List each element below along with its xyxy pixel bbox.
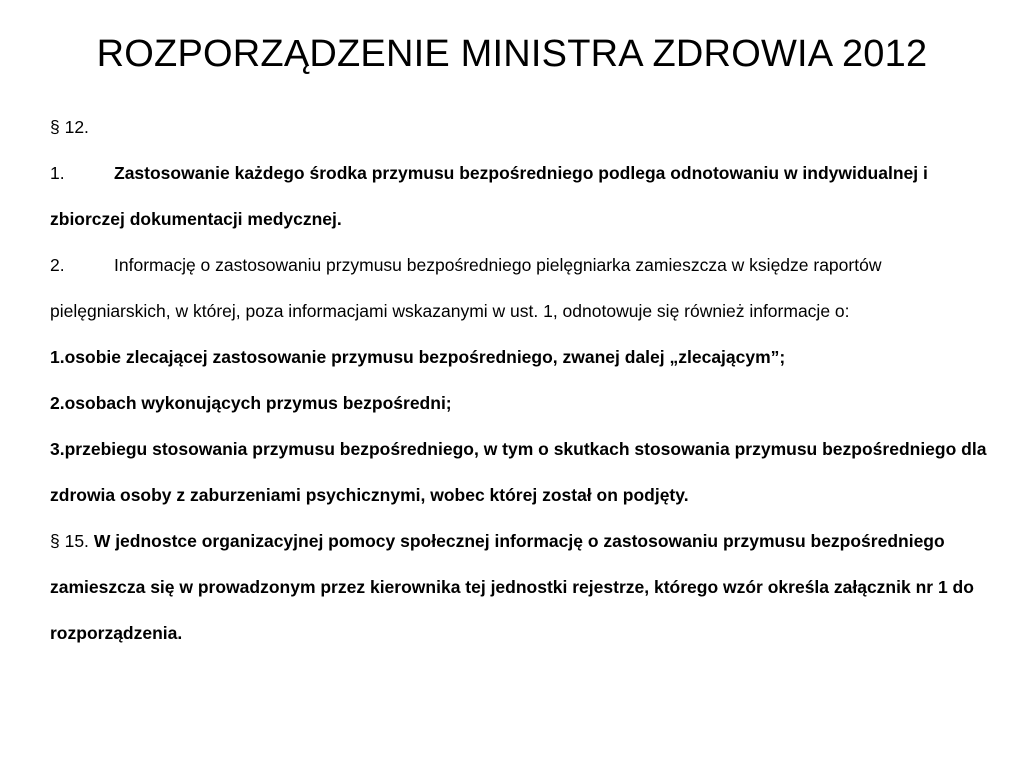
list-item-3: 3.przebiegu stosowania przymusu bezpośredniego, w tym o skutkach stosowania przymusu bezpośredniego dla zdrowia osoby z zaburzeniami psychicznymi, wobec której został on podjęty. <box>50 439 987 505</box>
paragraph-2 <box>50 242 990 334</box>
slide-body <box>50 104 990 656</box>
paragraph-1 <box>50 150 990 242</box>
paragraph-1-text: Zastosowanie każdego środka przymusu bezpośredniego podlega odnotowaniu w indywidualnej i zbiorczej dokumentacji medycznej. <box>50 163 928 229</box>
section-15-label: § 15. <box>50 531 89 551</box>
section-15 <box>50 518 990 656</box>
slide-title: ROZPORZĄDZENIE MINISTRA ZDROWIA 2012 <box>96 33 928 75</box>
list-item-1: 1.osobie zlecającej zastosowanie przymusu bezpośredniego, zwanej dalej „zlecającym”; <box>50 347 786 367</box>
paragraph-2-text: Informację o zastosowaniu przymusu bezpośredniego pielęgniarka zamieszcza w księdze raportów pielęgniarskich, w której, poza informacjami wskazanymi w ust. 1, odnotowuje się również informacje o: <box>50 255 882 321</box>
section-12-heading: § 12. <box>50 117 89 137</box>
list-item-2: 2.osobach wykonujących przymus bezpośredni; <box>50 393 452 413</box>
paragraph-1-number: 1. <box>50 163 65 183</box>
paragraph-2-number: 2. <box>50 255 65 275</box>
section-15-text: W jednostce organizacyjnej pomocy społecznej informację o zastosowaniu przymusu bezpośredniego zamieszcza się w prowadzonym przez kierownika tej jednostki rejestrze, którego wzór określa załącznik nr 1 do rozporządzenia. <box>50 531 974 643</box>
